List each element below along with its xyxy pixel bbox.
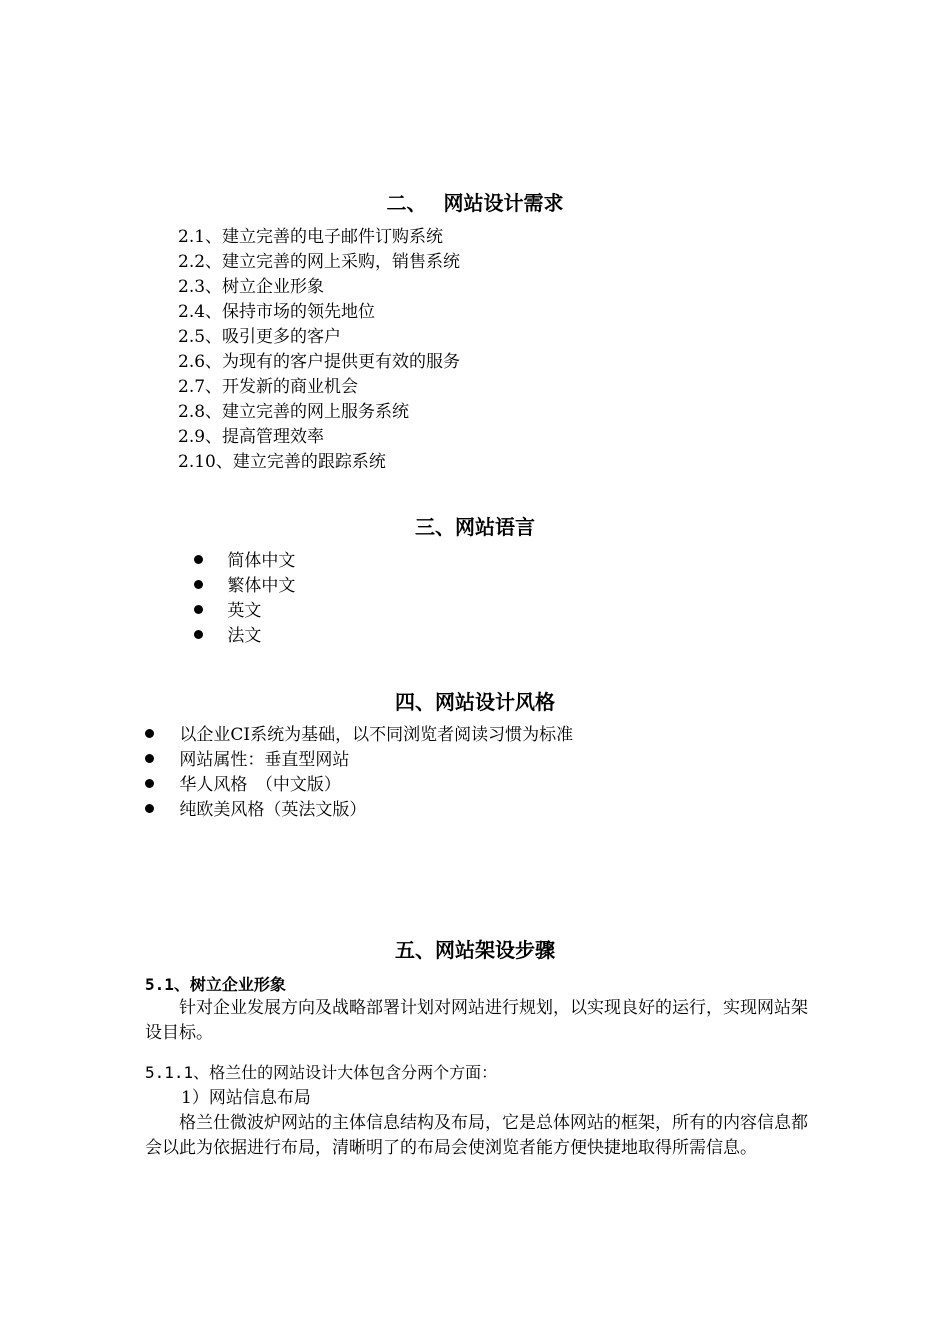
bullet-icon [145, 754, 154, 763]
list-item-label: 纯欧美风格（英法文版） [179, 800, 367, 820]
list-item: 2.4、保持市场的领先地位 [178, 302, 376, 322]
paragraph: 针对企业发展方向及战略部署计划对网站进行规划，以实现良好的运行，实现网站架设目标。 [145, 998, 808, 1043]
subsection-heading: 5.1.1、格兰仕的网站设计大体包含分两个方面： [145, 1063, 498, 1082]
list-item [145, 773, 341, 798]
bullet-icon [194, 630, 203, 639]
section-5-title: 五、网站架设步骤 [395, 938, 555, 962]
list-item: 2.9、提高管理效率 [178, 427, 325, 447]
bullet-icon [145, 729, 154, 738]
list-item [145, 723, 573, 748]
list-item [194, 599, 261, 624]
bullet-icon [194, 605, 203, 614]
bullet-icon [145, 779, 154, 788]
list-item: 2.10、建立完善的跟踪系统 [178, 452, 386, 472]
list-item: 2.3、树立企业形象 [178, 277, 325, 297]
bullet-icon [194, 580, 203, 589]
list-item [194, 574, 295, 599]
list-item: 2.2、建立完善的网上采购，销售系统 [178, 252, 461, 272]
list-item-label: 英文 [227, 601, 262, 621]
bullet-icon [145, 804, 154, 813]
list-item: 1）网站信息布局 [181, 1088, 311, 1108]
list-item-label: 简体中文 [227, 551, 296, 571]
list-item-label: 法文 [227, 626, 262, 646]
list-item [194, 624, 261, 649]
list-item-label: 以企业CI系统为基础，以不同浏览者阅读习惯为标准 [179, 725, 574, 745]
section-3-title: 三、网站语言 [415, 515, 535, 539]
list-item-label: 网站属性：垂直型网站 [179, 750, 350, 770]
list-item: 2.8、建立完善的网上服务系统 [178, 402, 410, 422]
list-item: 2.7、开发新的商业机会 [178, 377, 359, 397]
list-item [145, 798, 366, 823]
list-item: 2.6、为现有的客户提供更有效的服务 [178, 352, 461, 372]
bullet-icon [194, 555, 203, 564]
list-item [145, 748, 349, 773]
list-item [194, 549, 295, 574]
list-item-label: 繁体中文 [227, 576, 296, 596]
list-item: 2.5、吸引更多的客户 [178, 327, 342, 347]
list-item-label: 华人风格 （中文版） [179, 775, 341, 795]
paragraph: 格兰仕微波炉网站的主体信息结构及布局，它是总体网站的框架，所有的内容信息都会以此为依据进行布局，清晰明了的布局会使浏览者能方便快捷地取得所需信息。 [145, 1113, 808, 1158]
section-4-title: 四、网站设计风格 [395, 690, 555, 714]
section-2-title: 二、 网站设计需求 [386, 191, 564, 215]
list-item: 2.1、建立完善的电子邮件订购系统 [178, 227, 444, 247]
subsection-title: 5.1、树立企业形象 [145, 975, 286, 994]
